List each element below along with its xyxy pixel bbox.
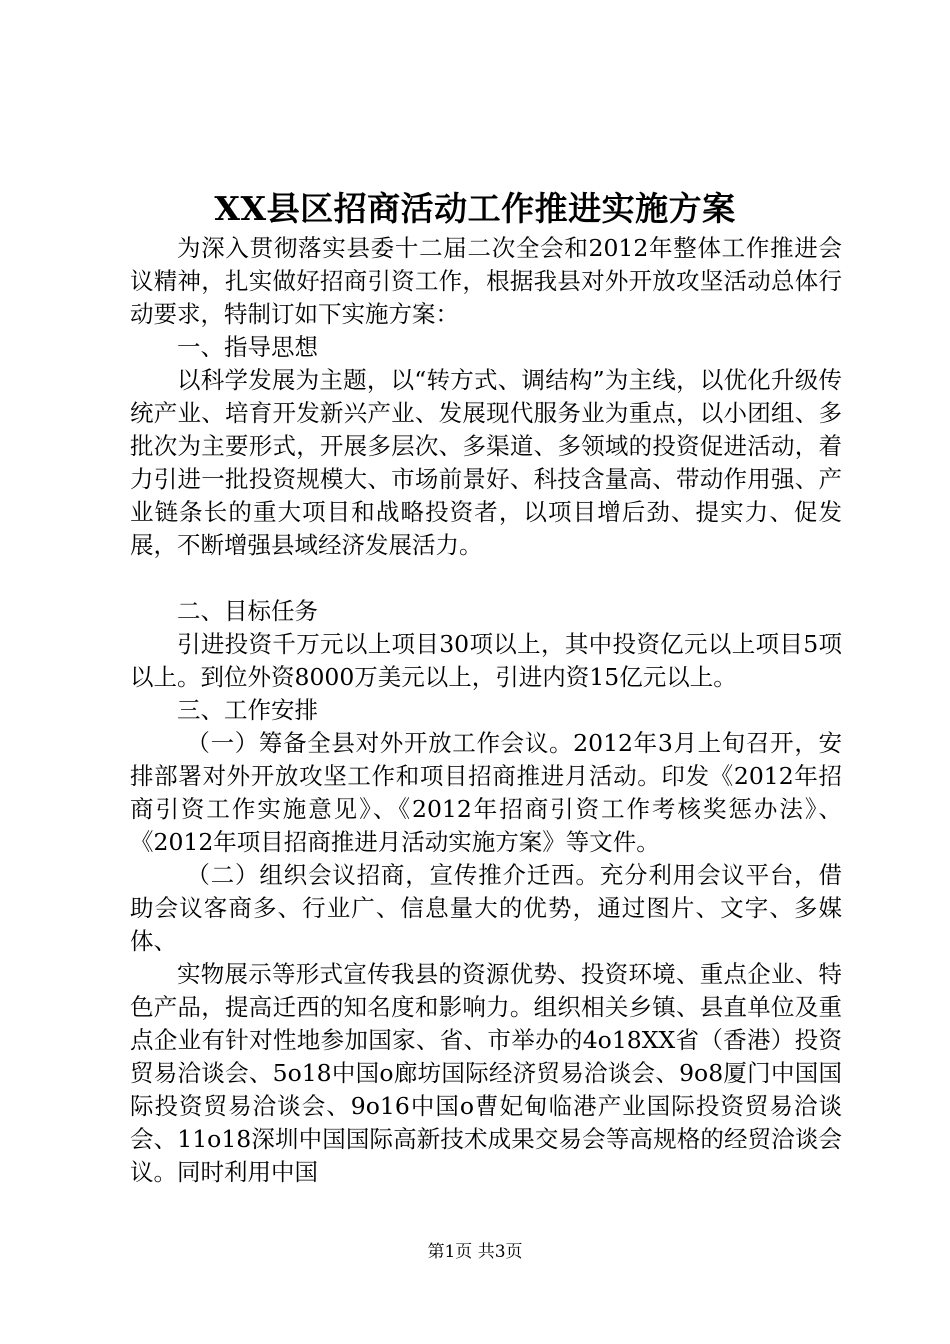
work-item-2-continued-paragraph: 实物展示等形式宣传我县的资源优势、投资环境、重点企业、特色产品，提高迁西的知名度和影响力。组织相关乡镇、县直单位及重点企业有针对性地参加国家、省、市举办的4o18XX省（香港）投资贸易洽谈会、5o18中国o廊坊国际经济贸易洽谈会、9o8厦门中国国际投资贸易洽谈会、9o16中国o曹妃甸临港产业国际投资贸易洽谈会、11o18深圳中国国际高新技术成果交易会等高规格的经贸洽谈会议。同时利用中国 xyxy=(130,960,842,1186)
page-footer: 第1页 共3页 xyxy=(427,1242,523,1262)
document-body xyxy=(130,232,842,1189)
document-title: XX县区招商活动工作推进实施方案 xyxy=(214,189,736,228)
blank-line xyxy=(130,562,842,595)
intro-paragraph: 为深入贯彻落实县委十二届二次全会和2012年整体工作推进会议精神，扎实做好招商引资工作，根据我县对外开放攻坚活动总体行动要求，特制订如下实施方案： xyxy=(130,234,842,328)
section-heading-targets: 二、目标任务 xyxy=(177,597,318,625)
section-heading-guiding-ideology: 一、指导思想 xyxy=(177,333,318,361)
work-item-2-paragraph: （二）组织会议招商，宣传推介迁西。充分利用会议平台，借助会议客商多、行业广、信息量大的优势，通过图片、文字、多媒体、 xyxy=(130,861,842,955)
work-item-1-paragraph: （一）筹备全县对外开放工作会议。2012年3月上旬召开，安排部署对外开放攻坚工作和项目招商推进月活动。印发《2012年招商引资工作实施意见》、《2012年招商引资工作考核奖惩办法》、《2012年项目招商推进月活动实施方案》等文件。 xyxy=(130,729,842,856)
guiding-ideology-paragraph: 以科学发展为主题，以“转方式、调结构”为主线，以优化升级传统产业、培育开发新兴产业、发展现代服务业为重点，以小团组、多批次为主要形式，开展多层次、多渠道、多领域的投资促进活动，着力引进一批投资规模大、市场前景好、科技含量高、带动作用强、产业链条长的重大项目和战略投资者，以项目增后劲、提实力、促发展，不断增强县域经济发展活力。 xyxy=(130,366,842,559)
targets-paragraph: 引进投资千万元以上项目30项以上，其中投资亿元以上项目5项以上。到位外资8000万美元以上，引进内资15亿元以上。 xyxy=(130,630,842,691)
section-heading-work-arrangement: 三、工作安排 xyxy=(177,696,318,724)
